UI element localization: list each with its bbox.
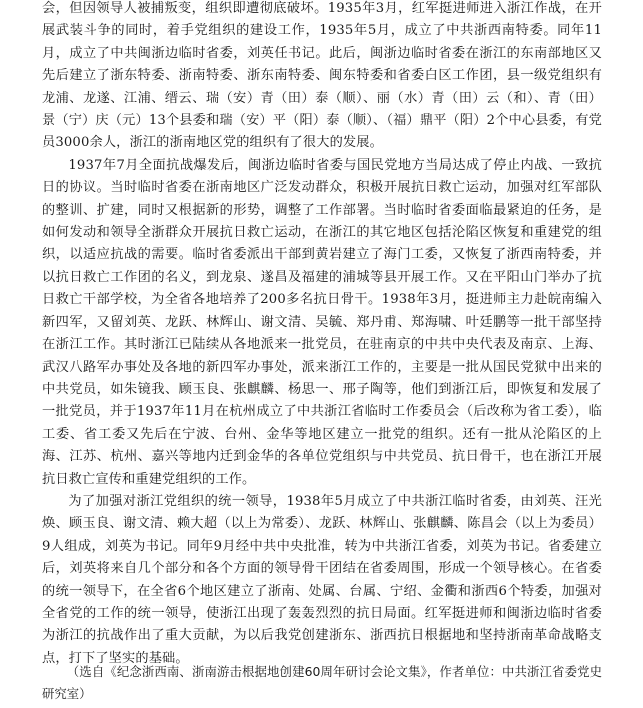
- paragraph-1: 会，但因领导人被捕叛变，组织即遭彻底破坏。1935年3月，红军挺进师进入浙江作战，在开展武装斗争的同时，着手党组织的建设工作，1935年5月，成立了中共浙西南特委。同年11月，成立了中共闽浙边临时省委，刘英任书记。此后，闽浙边临时省委在浙江的东南部地区又先后建立了浙东特委、浙南特委、浙东南特委、闽东特委和省委白区工作团，县一级党组织有龙浦、龙遂、江浦、缙云、瑞（安）青（田）泰（顺）、丽（水）青（田）云（和）、青（田）景（宁）庆（元）13个县委和瑞（安）平（阳）泰（顺）、（福）鼎平（阳）2个中心县委，有党员3000余人，浙江的浙南地区党的组织有了很大的发展。: [42, 1, 602, 151]
- paragraph-3: 为了加强对浙江党组织的统一领导，1938年5月成立了中共浙江临时省委，由刘英、汪光焕、顾玉良、谢文清、赖大超（以上为常委）、龙跃、林辉山、张麒麟、陈昌会（以上为委员）9人组成，刘英为书记。同年9月经中共中央批准，转为中共浙江省委，刘英为书记。省委建立后，刘英将来自几个部分和各个方面的领导骨干团结在省委周围，形成一个领导核心。在省委的统一领导下，在全省6个地区建立了浙南、处属、台属、宁绍、金衢和浙西6个特委，加强对全省党的工作的统一领导，使浙江出现了轰轰烈烈的抗日局面。红军挺进师和闽浙边临时省委为浙江的抗战作出了重大贡献，为以后我党创建浙东、浙西抗日根据地和坚持浙南革命战略支点，打下了坚实的基础。: [42, 493, 602, 666]
- document-body: [42, 0, 602, 670]
- source-note: （选自《纪念浙西南、浙南游击根据地创建60周年研讨会论文集》，作者单位：中共浙江省委党史研究室）: [42, 664, 602, 701]
- paragraph-2: 1937年7月全面抗战爆发后，闽浙边临时省委与国民党地方当局达成了停止内战、一致抗日的协议。当时临时省委在浙南地区广泛发动群众，积极开展抗日救亡运动，加强对红军部队的整训、扩建，同时又根据新的形势，调整了工作部署。当时临时省委面临最紧迫的任务，是如何发动和领导全浙群众开展抗日救亡运动，在浙江的其它地区包括沦陷区恢复和重建党的组织，以适应抗战的需要。临时省委派出干部到黄岩建立了海门工委，又恢复了浙西南特委，并以抗日救亡工作团的名义，到龙泉、遂昌及福建的浦城等县开展工作。又在平阳山门举办了抗日救亡干部学校，为全省各地培养了200多名抗日骨干。1938年3月，挺进师主力赴皖南编入新四军，又留刘英、龙跃、林辉山、谢文清、吴毓、郑丹甫、郑海啸、叶廷鹏等一批干部坚持在浙江工作。其时浙江已陆续从各地派来一批党员，在驻南京的中共中央代表及南京、上海、武汉八路军办事处及各地的新四军办事处，派来浙江工作的，主要是一批从国民党狱中出来的中共党员，如朱镜我、顾玉良、张麒麟、杨思一、邢子陶等，他们到浙江后，即恢复和发展了一批党员，并于1937年11月在杭州成立了中共浙江省临时工作委员会（后改称为省工委），临工委、省工委又先后在宁波、台州、金华等地区建立一批党的组织。还有一批从沦陷区的上海、江苏、杭州、嘉兴等地内迁到金华的各单位党组织与中共党员、抗日骨干，也在浙江开展抗日救亡宣传和重建党组织的工作。: [42, 157, 602, 487]
